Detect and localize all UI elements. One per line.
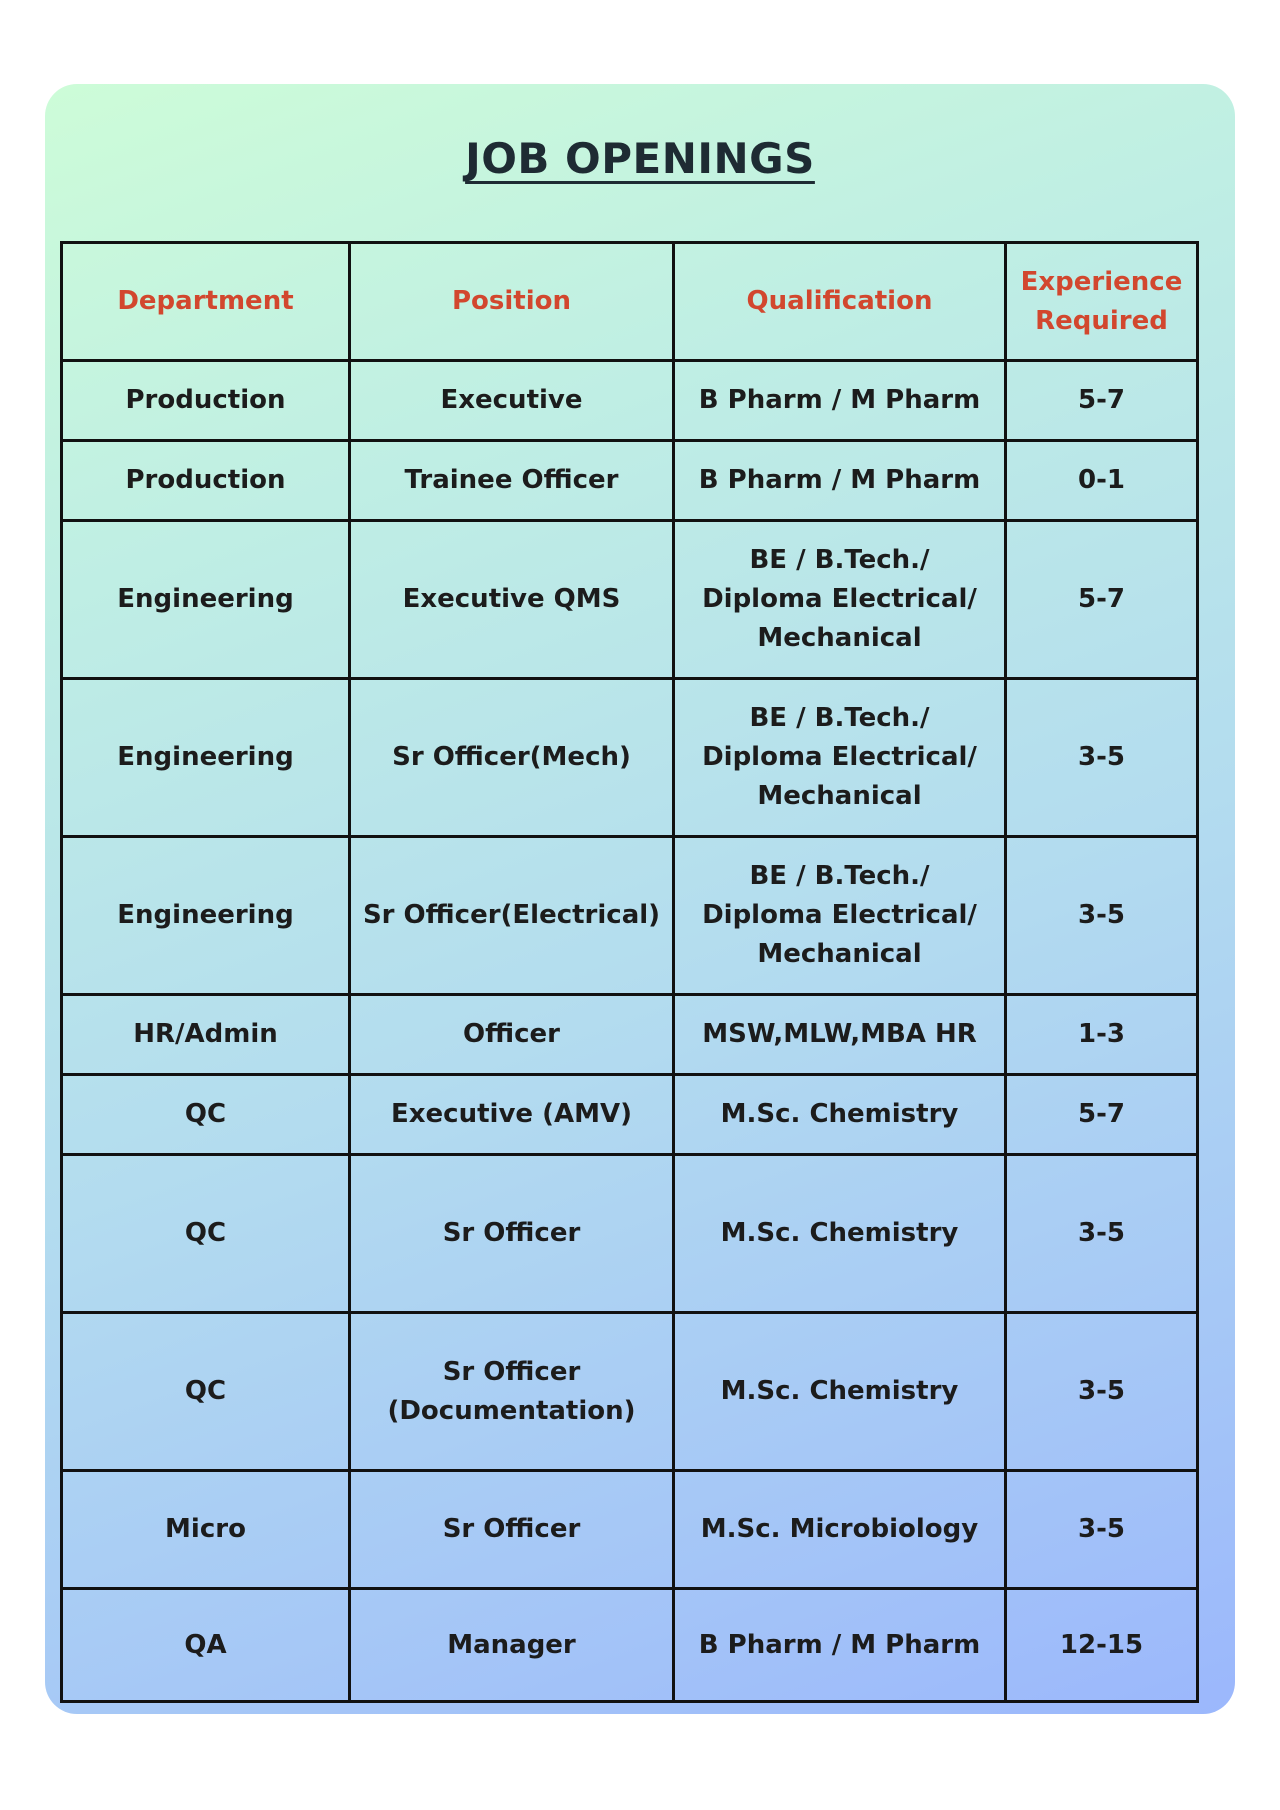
cell-experience: 5-7 (1006, 361, 1198, 441)
cell-experience: 3-5 (1006, 1471, 1198, 1589)
cell-department: Engineering (62, 837, 350, 995)
cell-qualification: MSW,MLW,MBA HR (674, 995, 1006, 1075)
cell-experience: 3-5 (1006, 1313, 1198, 1471)
cell-position: Executive QMS (350, 521, 674, 679)
cell-department: QA (62, 1589, 350, 1702)
table-row (62, 1155, 1198, 1313)
cell-position: Sr Officer(Electrical) (350, 837, 674, 995)
job-openings-card (45, 84, 1235, 1714)
table-row (62, 1471, 1198, 1589)
cell-department: QC (62, 1313, 350, 1471)
cell-qualification: M.Sc. Chemistry (674, 1313, 1006, 1471)
cell-position: Sr Officer(Mech) (350, 679, 674, 837)
cell-department: HR/Admin (62, 995, 350, 1075)
cell-qualification: M.Sc. Microbiology (674, 1471, 1006, 1589)
table-header-row (62, 243, 1198, 361)
table-row (62, 995, 1198, 1075)
cell-qualification: B Pharm / M Pharm (674, 1589, 1006, 1702)
cell-experience: 0-1 (1006, 441, 1198, 521)
cell-position: Executive (350, 361, 674, 441)
table-row (62, 441, 1198, 521)
cell-department: Production (62, 441, 350, 521)
header-department: Department (62, 243, 350, 361)
cell-qualification: M.Sc. Chemistry (674, 1075, 1006, 1155)
table-row (62, 1589, 1198, 1702)
header-position: Position (350, 243, 674, 361)
cell-experience: 3-5 (1006, 679, 1198, 837)
table-row (62, 679, 1198, 837)
cell-department: Micro (62, 1471, 350, 1589)
cell-department: Engineering (62, 679, 350, 837)
table-row (62, 837, 1198, 995)
job-openings-table (60, 241, 1199, 1703)
page-title: JOB OPENINGS (465, 134, 815, 183)
cell-qualification: B Pharm / M Pharm (674, 361, 1006, 441)
header-qualification: Qualification (674, 243, 1006, 361)
table-row (62, 1313, 1198, 1471)
cell-department: QC (62, 1155, 350, 1313)
cell-qualification: B Pharm / M Pharm (674, 441, 1006, 521)
cell-experience: 3-5 (1006, 837, 1198, 995)
cell-position: Trainee Officer (350, 441, 674, 521)
cell-qualification: BE / B.Tech./ Diploma Electrical/ Mechanical (674, 521, 1006, 679)
header-experience: Experience Required (1006, 243, 1198, 361)
cell-department: QC (62, 1075, 350, 1155)
cell-qualification: M.Sc. Chemistry (674, 1155, 1006, 1313)
cell-position: Sr Officer (350, 1471, 674, 1589)
cell-department: Engineering (62, 521, 350, 679)
cell-position: Sr Officer (Documentation) (350, 1313, 674, 1471)
cell-qualification: BE / B.Tech./ Diploma Electrical/ Mechanical (674, 837, 1006, 995)
cell-position: Executive (AMV) (350, 1075, 674, 1155)
cell-experience: 3-5 (1006, 1155, 1198, 1313)
table-row (62, 1075, 1198, 1155)
cell-qualification: BE / B.Tech./ Diploma Electrical/ Mechanical (674, 679, 1006, 837)
cell-department: Production (62, 361, 350, 441)
table-row (62, 521, 1198, 679)
cell-position: Manager (350, 1589, 674, 1702)
cell-experience: 5-7 (1006, 1075, 1198, 1155)
table-row (62, 361, 1198, 441)
cell-position: Officer (350, 995, 674, 1075)
cell-experience: 12-15 (1006, 1589, 1198, 1702)
cell-position: Sr Officer (350, 1155, 674, 1313)
cell-experience: 1-3 (1006, 995, 1198, 1075)
cell-experience: 5-7 (1006, 521, 1198, 679)
